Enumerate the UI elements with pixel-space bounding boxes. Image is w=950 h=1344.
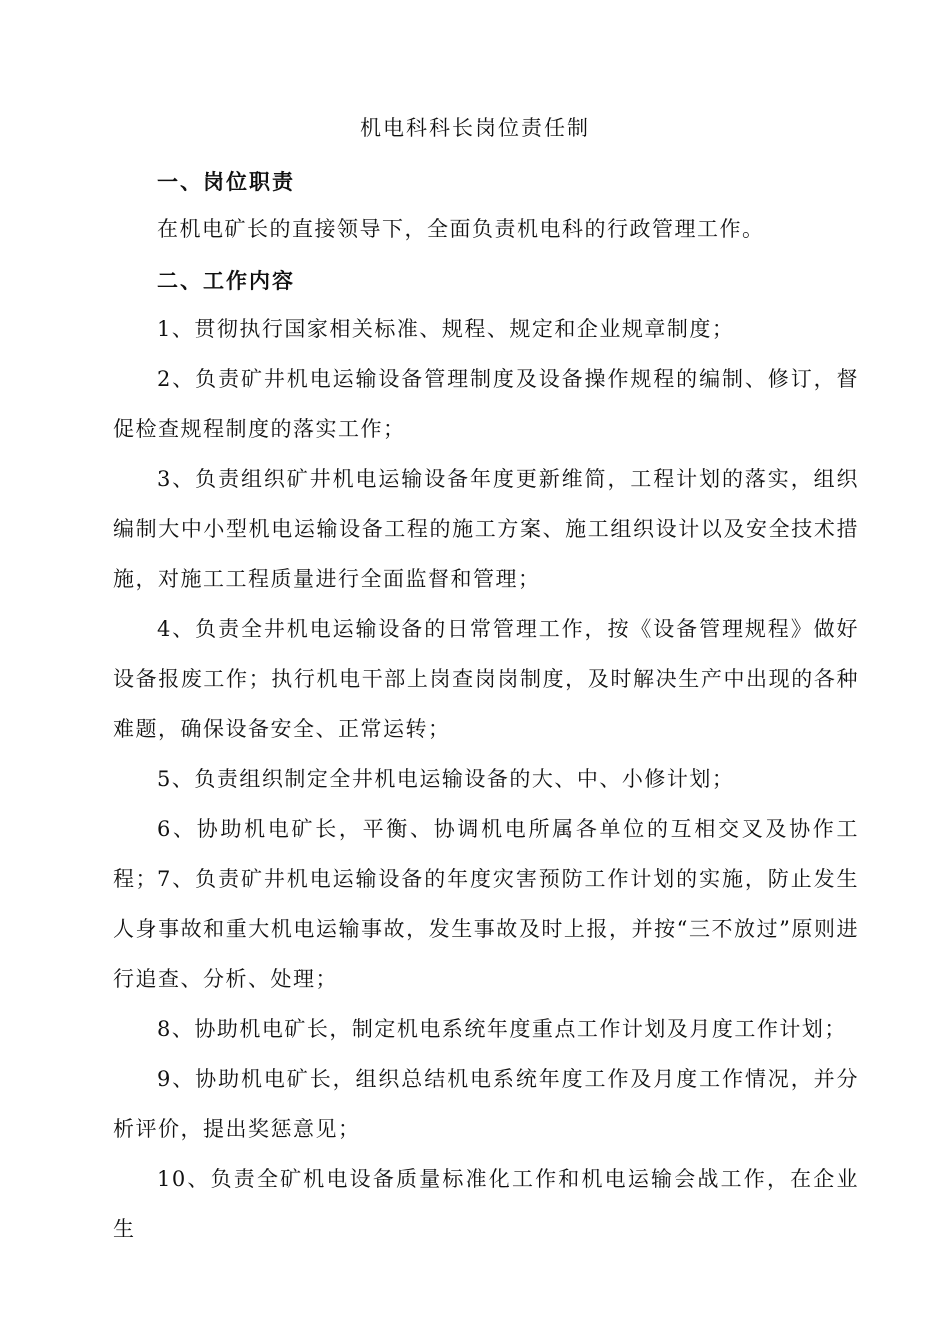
work-item-3: 3、负责组织矿井机电运输设备年度更新维简，工程计划的落实，组织编制大中小型机电运输设备工程的施工方案、施工组织设计以及安全技术措施，对施工工程质量进行全面监督和管理； xyxy=(113,467,859,591)
work-item-8: 8、协助机电矿长，制定机电系统年度重点工作计划及月度工作计划； xyxy=(157,1017,847,1041)
document-title: 机电科科长岗位责任制 xyxy=(360,116,590,140)
work-item-1: 1、贯彻执行国家相关标准、规程、规定和企业规章制度； xyxy=(157,317,735,341)
work-item-5: 5、负责组织制定全井机电运输设备的大、中、小修计划； xyxy=(157,767,735,791)
duties-paragraph: 在机电矿长的直接领导下，全面负责机电科的行政管理工作。 xyxy=(157,217,765,241)
section-heading-work-content: 二、工作内容 xyxy=(157,269,295,293)
work-item-10: 10、负责全矿机电设备质量标准化工作和机电运输会战工作，在企业生 xyxy=(113,1167,859,1241)
work-item-6: 6、协助机电矿长，平衡、协调机电所属各单位的互相交叉及协作工程； xyxy=(113,817,859,891)
work-item-7: 7、负责矿井机电运输设备的年度灾害预防工作计划的实施，防止发生人身事故和重大机电运输事故，发生事故及时上报，并按“三不放过”原则进行追查、分析、处理； xyxy=(113,867,859,991)
work-item-2: 2、负责矿井机电运输设备管理制度及设备操作规程的编制、修订，督促检查规程制度的落实工作； xyxy=(113,367,859,441)
work-item-4: 4、负责全井机电运输设备的日常管理工作，按《设备管理规程》做好设备报废工作；执行机电干部上岗查岗岗制度，及时解决生产中出现的各种难题，确保设备安全、正常运转； xyxy=(113,617,859,741)
work-item-9: 9、协助机电矿长，组织总结机电系统年度工作及月度工作情况，并分析评价，提出奖惩意见； xyxy=(113,1067,859,1141)
section-heading-duties: 一、岗位职责 xyxy=(157,170,295,194)
